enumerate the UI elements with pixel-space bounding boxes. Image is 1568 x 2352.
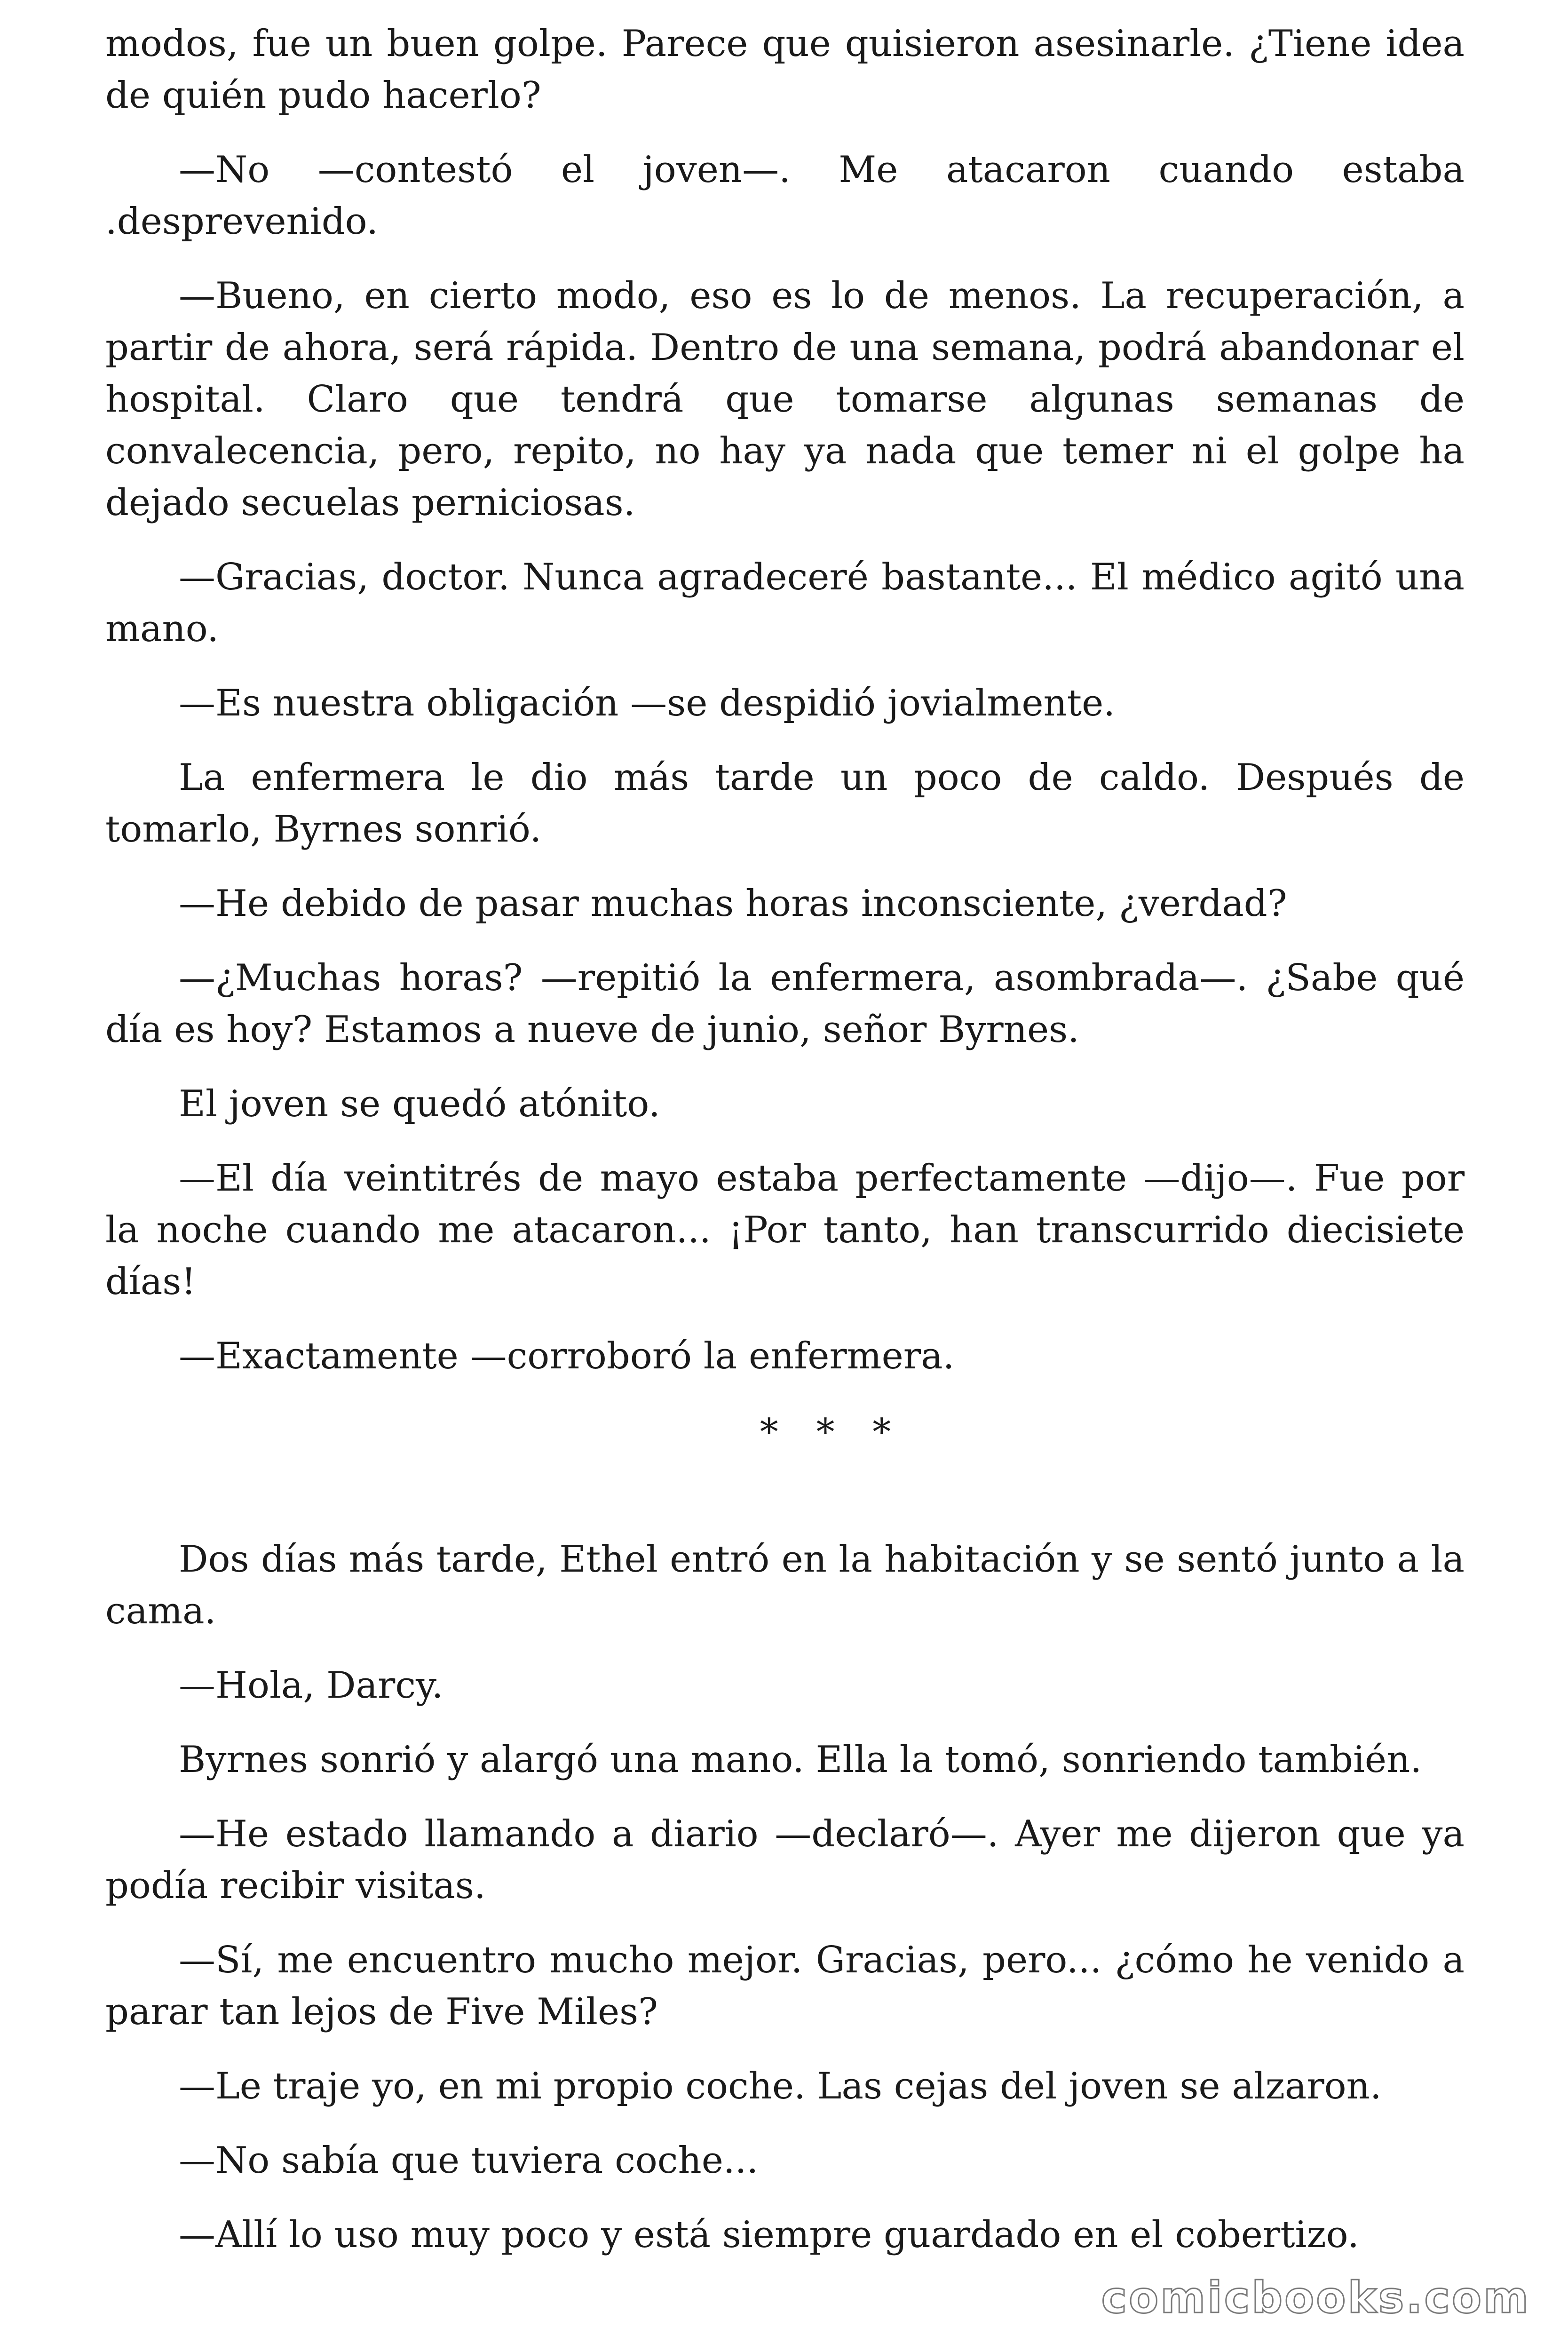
paragraph: —No sabía que tuviera coche... [179, 2139, 759, 2182]
watermark: comicbooks.com [1101, 2273, 1530, 2323]
paragraph: Dos días más tarde, Ethel entró en la habitación y se sentó junto a la cama. [105, 1538, 1465, 1632]
paragraph: —Sí, me encuentro mucho mejor. Gracias, pero... ¿cómo he venido a parar tan lejos de Five Miles? [105, 1939, 1465, 2033]
paragraph: Byrnes sonrió y alargó una mano. Ella la tomó, sonriendo también. [179, 1739, 1422, 1781]
body-text [105, 18, 1465, 2283]
paragraph: —Gracias, doctor. Nunca agradeceré bastante... El médico agitó una mano. [105, 556, 1465, 650]
paragraph: —El día veintitrés de mayo estaba perfectamente —dijo—. Fue por la noche cuando me atacaron... ¡Por tanto, han transcurrido diecisiete días! [105, 1157, 1465, 1303]
paragraph: —Exactamente —corroboró la enfermera. [179, 1335, 955, 1377]
section-separator: * * * [760, 1411, 904, 1454]
paragraph: —He debido de pasar muchas horas inconsciente, ¿verdad? [179, 882, 1287, 925]
paragraph: —Es nuestra obligación —se despidió jovialmente. [179, 682, 1116, 724]
paragraph: —Hola, Darcy. [179, 1664, 443, 1707]
paragraph: modos, fue un buen golpe. Parece que quisieron asesinarle. ¿Tiene idea de quién pudo hacerlo? [105, 23, 1465, 117]
paragraph: La enfermera le dio más tarde un poco de caldo. Después de tomarlo, Byrnes sonrió. [105, 756, 1465, 850]
paragraph: —Bueno, en cierto modo, eso es lo de menos. La recuperación, a partir de ahora, será rápida. Dentro de una semana, podrá abandonar el hospital. Claro que tendrá que tomarse algunas semanas de convalecencia, pero, repito, no hay ya nada que temer ni el golpe ha dejado secuelas perniciosas. [105, 275, 1465, 524]
paragraph: —He estado llamando a diario —declaró—. Ayer me dijeron que ya podía recibir visitas. [105, 1813, 1465, 1907]
paragraph: —Allí lo uso muy poco y está siempre guardado en el cobertizo. [179, 2214, 1359, 2256]
paragraph: —Le traje yo, en mi propio coche. Las cejas del joven se alzaron. [179, 2065, 1382, 2107]
paragraph: El joven se quedó atónito. [179, 1083, 660, 1125]
paragraph: —No —contestó el joven—. Me atacaron cuando estaba .desprevenido. [105, 149, 1465, 243]
paragraph: —¿Muchas horas? —repitió la enfermera, asombrada—. ¿Sabe qué día es hoy? Estamos a nueve de junio, señor Byrnes. [105, 957, 1465, 1051]
